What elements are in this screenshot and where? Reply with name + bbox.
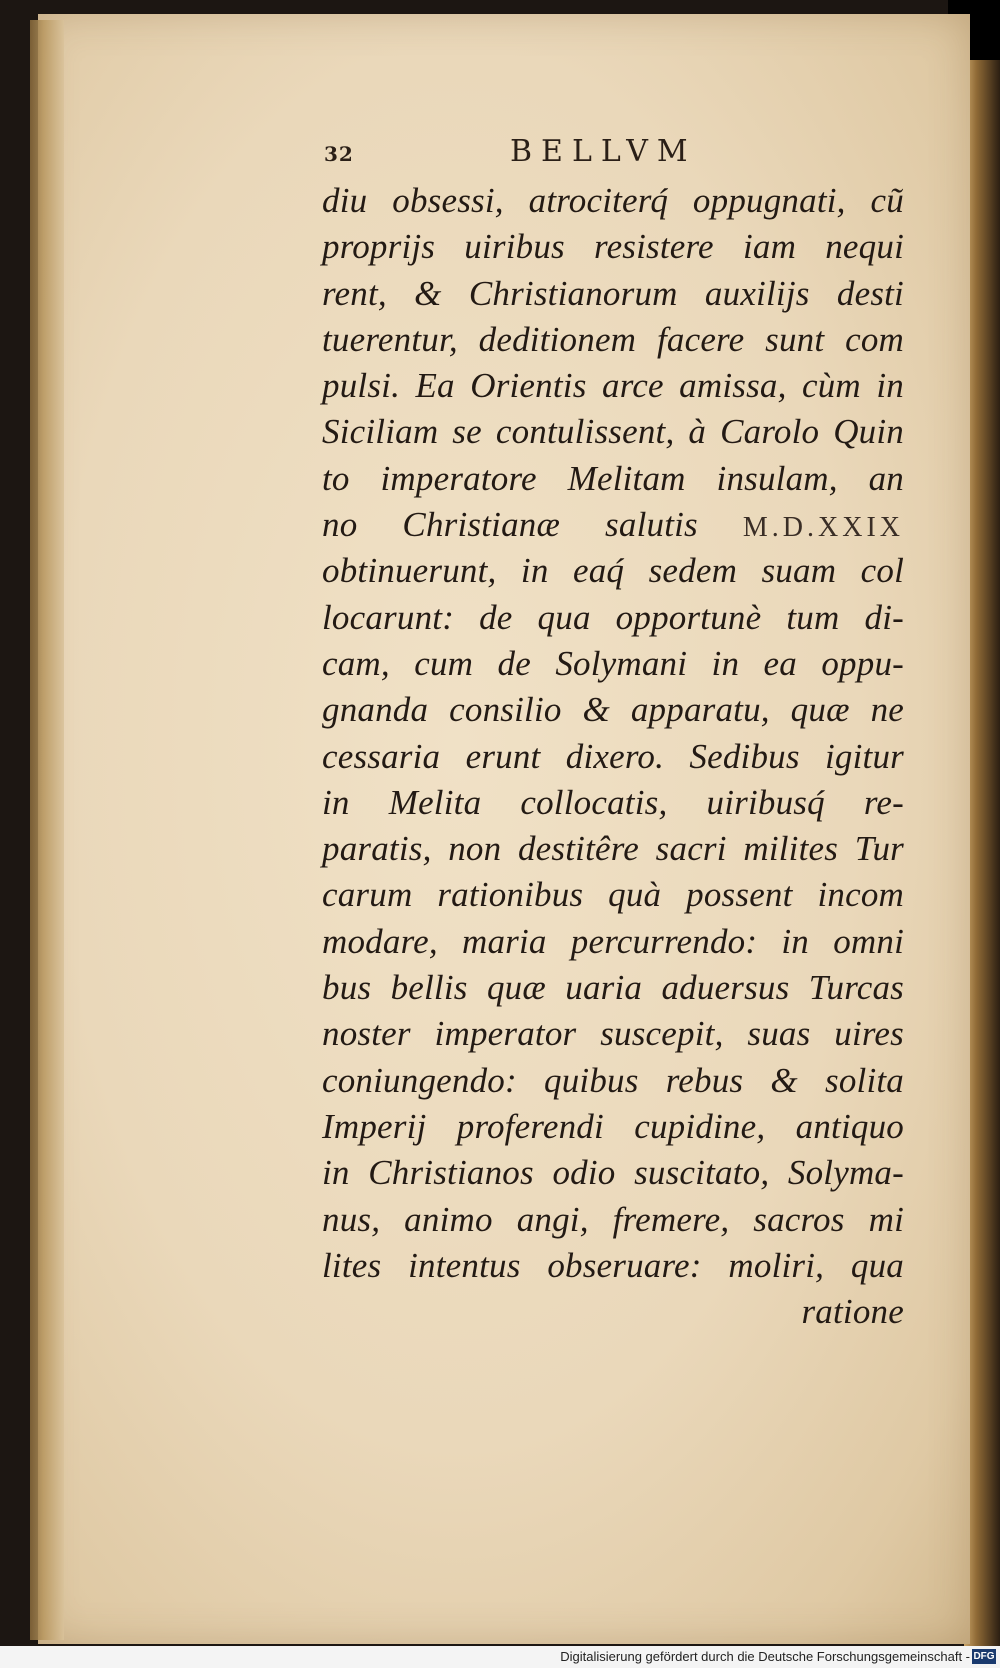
roman-numeral-date: M.D.XXIX [742, 512, 904, 544]
text-line: gnanda consilio & apparatu, quæ ne [322, 690, 904, 730]
text-line: to imperatore Melitam insulam, an [322, 458, 904, 498]
text-line: proprijs uiribus resistere iam nequi [322, 227, 904, 267]
text-line: tuerentur, deditionem facere sunt com [322, 319, 904, 359]
text-line: lites intentus obseruare: moliri, qua [322, 1245, 904, 1285]
text-line: carum rationibus quà possent incom [322, 875, 904, 915]
text-block [322, 134, 904, 1335]
running-head: BELLVM [510, 134, 697, 169]
footer-bar [0, 1646, 1000, 1668]
text-line: nus, animo angi, fremere, sacros mi [322, 1199, 904, 1239]
text-line: obtinuerunt, in eaq́ sedem suam col [322, 551, 904, 591]
dfg-logo-icon: DFG [973, 1651, 995, 1662]
text-line: in Christianos odio suscitato, Solyma- [322, 1153, 904, 1193]
page-left-edge [30, 20, 64, 1640]
page-header [322, 134, 904, 172]
text-line: paratis, non destitêre sacri milites Tur [322, 829, 904, 869]
text-line: diu obsessi, atrociterq́ oppugnati, cũ [322, 181, 904, 220]
catchword: ratione [801, 1292, 904, 1332]
text-line: pulsi. Ea Orientis arce amissa, cùm in [322, 366, 904, 406]
body-text [322, 178, 904, 1335]
text-line: cessaria erunt dixero. Sedibus igitur [322, 736, 904, 776]
text-line: Siciliam se contulissent, à Carolo Quin [322, 412, 904, 452]
text-line: no Christianæ salutis M.D.XXIX [322, 505, 904, 545]
text-line: rent, & Christianorum auxilijs desti [322, 273, 904, 313]
text-line: in Melita collocatis, uiribusq́ re- [322, 782, 904, 822]
text-line: Imperij proferendi cupidine, antiquo [322, 1106, 904, 1146]
text-line: bus bellis quæ uaria aduersus Turcas [322, 968, 904, 1008]
text-line: noster imperator suscepit, suas uires [322, 1014, 904, 1054]
page-number: 32 [324, 142, 354, 166]
funding-credit: Digitalisierung gefördert durch die Deutsche Forschungsgemeinschaft - [560, 1649, 970, 1664]
text-line: cam, cum de Solymani in ea oppu- [322, 643, 904, 683]
text-line: coniungendo: quibus rebus & solita [322, 1060, 904, 1100]
text-line: modare, maria percurrendo: in omni [322, 921, 904, 961]
text-line: locarunt: de qua opportunè tum di- [322, 597, 904, 637]
